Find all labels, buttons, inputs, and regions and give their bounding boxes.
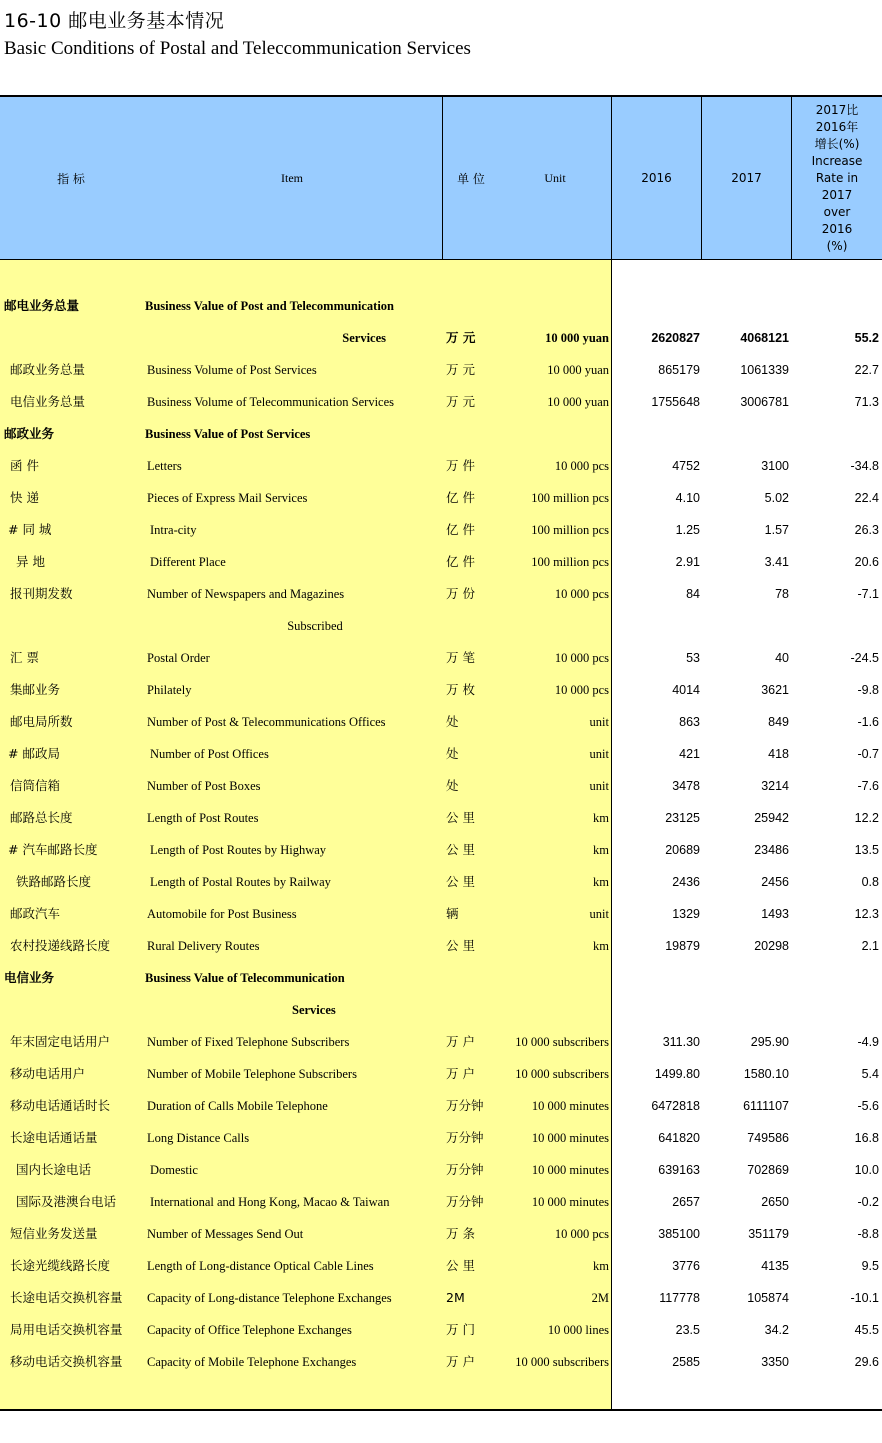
row-unit-zh: 公 里 — [446, 1258, 475, 1273]
row-unit-en: 10 000 yuan — [545, 331, 609, 345]
row-unit-en: 10 000 subscribers — [515, 1067, 609, 1081]
page-title-zh: 16-10 邮电业务基本情况 — [4, 10, 225, 32]
row-item-en: Automobile for Post Business — [147, 907, 297, 921]
row-item-en: Services — [292, 1003, 336, 1017]
row-growth-rate: -8.8 — [857, 1227, 879, 1241]
row-value-2017: 295.90 — [750, 1035, 789, 1049]
row-value-2016: 1329 — [672, 907, 700, 921]
row-unit-en: 10 000 pcs — [554, 587, 609, 601]
row-growth-rate: -7.6 — [857, 779, 879, 793]
row-value-2017: 3214 — [761, 779, 789, 793]
row-item-en: Business Volume of Post Services — [147, 363, 317, 377]
row-unit-en: 2M — [591, 1291, 609, 1305]
row-unit-en: 10 000 minutes — [531, 1131, 609, 1145]
row-value-2017: 849 — [768, 715, 789, 729]
row-value-2016: 4014 — [672, 683, 700, 697]
row-unit-zh: 处 — [446, 714, 459, 729]
row-item-en: Length of Post Routes by Highway — [150, 843, 327, 857]
row-indicator-zh: 汇 票 — [10, 650, 39, 665]
table-row — [0, 1026, 882, 1058]
row-item-en: Business Value of Post Services — [145, 427, 311, 441]
row-value-2017: 23486 — [754, 843, 789, 857]
header-2016: 2016 — [641, 171, 672, 185]
row-value-2016: 53 — [686, 651, 700, 665]
row-unit-en: 10 000 pcs — [554, 651, 609, 665]
row-indicator-zh: 报刊期发数 — [10, 586, 73, 601]
row-item-en: Length of Post Routes — [147, 811, 259, 825]
table-row — [0, 962, 882, 994]
row-unit-zh: 万分钟 — [446, 1098, 484, 1113]
row-value-2017: 25942 — [754, 811, 789, 825]
header-growth — [792, 97, 882, 259]
row-growth-rate: 26.3 — [854, 523, 879, 537]
row-item-en: Capacity of Office Telephone Exchanges — [147, 1323, 352, 1337]
row-unit-en: unit — [589, 747, 609, 761]
row-unit-en: 10 000 pcs — [554, 683, 609, 697]
row-value-2017: 3621 — [761, 683, 789, 697]
row-growth-rate: -0.7 — [857, 747, 879, 761]
row-value-2017: 1493 — [761, 907, 789, 921]
row-value-2016: 2657 — [672, 1195, 700, 1209]
row-value-2017: 5.02 — [764, 491, 789, 505]
row-value-2016: 4.10 — [675, 491, 700, 505]
table-row — [0, 610, 882, 642]
row-indicator-zh: 国内长途电话 — [16, 1162, 92, 1177]
row-value-2016: 863 — [679, 715, 700, 729]
table-row — [0, 450, 882, 482]
row-unit-zh: 万 门 — [446, 1322, 475, 1337]
row-value-2016: 385100 — [658, 1227, 700, 1241]
row-unit-en: unit — [589, 715, 609, 729]
row-growth-rate: -34.8 — [850, 459, 879, 473]
row-item-en: Capacity of Long-distance Telephone Exchanges — [147, 1291, 392, 1305]
row-unit-en: 100 million pcs — [531, 555, 609, 569]
row-growth-rate: 12.2 — [854, 811, 879, 825]
row-item-en: Number of Messages Send Out — [147, 1227, 304, 1241]
header-growth-line: 增长(%) — [814, 136, 860, 151]
row-value-2016: 2620827 — [651, 331, 700, 345]
row-growth-rate: -7.1 — [857, 587, 879, 601]
row-unit-en: 10 000 pcs — [554, 459, 609, 473]
row-item-en: Number of Post Boxes — [147, 779, 261, 793]
row-indicator-zh: 邮政业务总量 — [10, 362, 86, 377]
row-item-en: Pieces of Express Mail Services — [147, 491, 308, 505]
row-unit-zh: 万 份 — [446, 586, 475, 601]
header-2017: 2017 — [731, 171, 762, 185]
row-value-2017: 6111107 — [743, 1099, 789, 1113]
row-growth-rate: 55.2 — [854, 331, 879, 345]
row-unit-zh: 公 里 — [446, 938, 475, 953]
row-unit-en: 10 000 pcs — [554, 1227, 609, 1241]
row-unit-zh: 辆 — [446, 906, 459, 921]
row-indicator-zh: 短信业务发送量 — [10, 1226, 98, 1241]
row-value-2016: 23125 — [665, 811, 700, 825]
row-growth-rate: -4.9 — [857, 1035, 879, 1049]
row-indicator-zh: 铁路邮路长度 — [16, 874, 92, 889]
row-value-2017: 105874 — [747, 1291, 789, 1305]
row-item-en: International and Hong Kong, Macao & Taiwan — [150, 1195, 390, 1209]
table-row — [0, 418, 882, 450]
table-row — [0, 930, 882, 962]
row-unit-zh: 处 — [446, 778, 459, 793]
table-row — [0, 1218, 882, 1250]
row-item-en: Business Value of Telecommunication — [145, 971, 345, 985]
row-value-2016: 19879 — [665, 939, 700, 953]
row-indicator-zh: 国际及港澳台电话 — [16, 1194, 117, 1209]
row-item-en: Business Value of Post and Telecommunication — [145, 299, 395, 313]
row-indicator-zh: # 邮政局 — [8, 746, 60, 761]
table-row — [0, 1058, 882, 1090]
row-unit-en: 10 000 lines — [547, 1323, 609, 1337]
row-unit-zh: 公 里 — [446, 842, 475, 857]
table-row — [0, 1154, 882, 1186]
row-item-en: Postal Order — [147, 651, 210, 665]
row-growth-rate: -1.6 — [857, 715, 879, 729]
row-value-2017: 2650 — [761, 1195, 789, 1209]
row-item-en: Services — [342, 331, 386, 345]
row-unit-en: 10 000 yuan — [547, 395, 609, 409]
row-value-2017: 34.2 — [764, 1323, 789, 1337]
row-item-en: Number of Post & Telecommunications Offices — [147, 715, 386, 729]
row-indicator-zh: 长途光缆线路长度 — [10, 1258, 111, 1273]
row-indicator-zh: 邮路总长度 — [10, 810, 73, 825]
table-row — [0, 578, 882, 610]
row-indicator-zh: 邮电局所数 — [10, 714, 73, 729]
row-value-2017: 418 — [768, 747, 789, 761]
row-value-2016: 23.5 — [675, 1323, 700, 1337]
row-item-en: Number of Mobile Telephone Subscribers — [147, 1067, 357, 1081]
row-growth-rate: -5.6 — [857, 1099, 879, 1113]
table-row — [0, 1090, 882, 1122]
row-unit-zh: 亿 件 — [446, 554, 475, 569]
row-unit-zh: 公 里 — [446, 810, 475, 825]
row-indicator-zh: 异 地 — [16, 554, 45, 569]
row-unit-zh: 万 件 — [446, 458, 475, 473]
row-indicator-zh: 集邮业务 — [10, 682, 61, 697]
row-item-en: Business Volume of Telecommunication Services — [147, 395, 395, 409]
row-value-2016: 311.30 — [662, 1035, 700, 1049]
row-item-en: Length of Long-distance Optical Cable Lines — [147, 1259, 374, 1273]
row-item-en: Length of Postal Routes by Railway — [150, 875, 331, 889]
row-growth-rate: 20.6 — [854, 555, 879, 569]
row-unit-en: 10 000 subscribers — [515, 1355, 609, 1369]
row-item-en: Number of Post Offices — [150, 747, 269, 761]
row-value-2016: 2585 — [672, 1355, 700, 1369]
table-row — [0, 834, 882, 866]
row-growth-rate: 22.4 — [854, 491, 879, 505]
header-growth-line: 2016 — [821, 221, 853, 236]
row-indicator-zh: 移动电话通话时长 — [10, 1098, 111, 1113]
row-growth-rate: -10.1 — [850, 1291, 879, 1305]
table-bottom-rule — [0, 1409, 882, 1411]
row-item-en: Domestic — [150, 1163, 198, 1177]
table-row — [0, 770, 882, 802]
row-indicator-zh: 农村投递线路长度 — [10, 938, 111, 953]
table-row — [0, 994, 882, 1026]
row-indicator-zh: 电信业务总量 — [10, 394, 86, 409]
row-indicator-zh: 函 件 — [10, 458, 39, 473]
row-growth-rate: 5.4 — [861, 1067, 879, 1081]
row-value-2016: 2.91 — [675, 555, 700, 569]
table-row — [0, 866, 882, 898]
header-unit-zh: 单 位 — [457, 171, 485, 186]
table-row — [0, 642, 882, 674]
row-unit-zh: 万 户 — [446, 1066, 475, 1081]
header-growth-line: (%) — [826, 238, 848, 253]
row-unit-zh: 亿 件 — [446, 522, 475, 537]
row-value-2017: 1.57 — [764, 523, 789, 537]
table-row — [0, 898, 882, 930]
row-item-en: Number of Newspapers and Magazines — [147, 587, 345, 601]
row-indicator-zh: # 汽车邮路长度 — [8, 842, 98, 857]
header-growth-line: 2017比 — [815, 102, 859, 117]
header-unit-en: Unit — [544, 170, 566, 185]
row-unit-zh: 公 里 — [446, 874, 475, 889]
header-growth-line: Increase — [811, 153, 863, 168]
row-indicator-zh: # 同 城 — [8, 522, 52, 537]
row-value-2017: 3.41 — [764, 555, 789, 569]
row-indicator-zh: 局用电话交换机容量 — [10, 1322, 123, 1337]
header-growth-line: Rate in — [815, 170, 859, 185]
row-item-en: Capacity of Mobile Telephone Exchanges — [147, 1355, 357, 1369]
row-growth-rate: 16.8 — [854, 1131, 879, 1145]
row-growth-rate: -0.2 — [857, 1195, 879, 1209]
table-row — [0, 514, 882, 546]
row-item-en: Rural Delivery Routes — [147, 939, 260, 953]
row-value-2016: 421 — [679, 747, 700, 761]
row-unit-en: 100 million pcs — [531, 523, 609, 537]
row-value-2016: 6472818 — [651, 1099, 700, 1113]
row-growth-rate: 22.7 — [854, 363, 879, 377]
row-growth-rate: 45.5 — [854, 1323, 879, 1337]
page-title-en: Basic Conditions of Postal and Teleccommunication Services — [4, 38, 471, 59]
row-unit-zh: 2M — [446, 1290, 465, 1305]
row-indicator-zh: 电信业务 — [4, 970, 55, 985]
row-growth-rate: 0.8 — [861, 875, 879, 889]
row-unit-zh: 万分钟 — [446, 1130, 484, 1145]
row-value-2017: 1061339 — [740, 363, 789, 377]
row-growth-rate: 13.5 — [854, 843, 879, 857]
header-growth-line: 2017 — [821, 187, 853, 202]
row-unit-en: km — [593, 843, 609, 857]
row-indicator-zh: 信筒信箱 — [10, 778, 61, 793]
table-row — [0, 546, 882, 578]
table-row — [0, 674, 882, 706]
row-item-en: Philately — [147, 683, 192, 697]
row-unit-zh: 亿 件 — [446, 490, 475, 505]
row-value-2017: 4068121 — [740, 331, 789, 345]
table-row — [0, 1122, 882, 1154]
row-unit-en: km — [593, 1259, 609, 1273]
row-value-2017: 1580.10 — [743, 1067, 789, 1081]
row-value-2017: 4135 — [761, 1259, 789, 1273]
row-unit-en: 100 million pcs — [531, 491, 609, 505]
row-unit-zh: 万 元 — [446, 362, 475, 377]
row-value-2017: 78 — [775, 587, 789, 601]
row-indicator-zh: 邮电业务总量 — [4, 298, 80, 313]
header-item-en: Item — [281, 170, 303, 185]
row-value-2017: 351179 — [748, 1227, 789, 1241]
table-header — [0, 97, 882, 260]
row-unit-zh: 万 元 — [446, 394, 475, 409]
header-growth-line: 2016年 — [815, 119, 859, 134]
row-growth-rate: 12.3 — [854, 907, 879, 921]
row-value-2016: 865179 — [658, 363, 700, 377]
row-growth-rate: 71.3 — [854, 395, 879, 409]
row-indicator-zh: 快 递 — [10, 490, 39, 505]
row-value-2017: 2456 — [761, 875, 789, 889]
row-growth-rate: -9.8 — [857, 683, 879, 697]
row-item-en: Number of Fixed Telephone Subscribers — [147, 1035, 350, 1049]
row-indicator-zh: 长途电话交换机容量 — [10, 1290, 123, 1305]
row-item-en: Duration of Calls Mobile Telephone — [147, 1099, 328, 1113]
row-value-2016: 117778 — [659, 1291, 700, 1305]
row-unit-zh: 万 元 — [446, 330, 476, 345]
row-unit-zh: 万 条 — [446, 1226, 475, 1241]
row-value-2017: 3100 — [761, 459, 789, 473]
row-growth-rate: 10.0 — [854, 1163, 879, 1177]
header-indicator-zh: 指 标 — [57, 171, 85, 186]
row-indicator-zh: 年末固定电话用户 — [10, 1034, 111, 1049]
row-unit-en: 10 000 yuan — [547, 363, 609, 377]
table-row — [0, 482, 882, 514]
row-unit-en: 10 000 minutes — [531, 1099, 609, 1113]
row-indicator-zh: 邮政业务 — [4, 426, 55, 441]
row-indicator-zh: 移动电话用户 — [10, 1066, 86, 1081]
row-value-2016: 639163 — [658, 1163, 700, 1177]
row-unit-zh: 处 — [446, 746, 459, 761]
table-row — [0, 354, 882, 386]
row-value-2017: 702869 — [747, 1163, 789, 1177]
row-growth-rate: 2.1 — [861, 939, 879, 953]
row-item-en: Different Place — [150, 555, 226, 569]
header-growth-line: over — [823, 204, 851, 219]
row-value-2016: 2436 — [672, 875, 700, 889]
row-unit-en: 10 000 minutes — [531, 1163, 609, 1177]
table-row — [0, 322, 882, 354]
row-item-en: Long Distance Calls — [147, 1131, 250, 1145]
row-item-en: Intra-city — [150, 523, 197, 537]
row-value-2016: 1755648 — [651, 395, 700, 409]
row-unit-zh: 万 笔 — [446, 650, 475, 665]
row-item-en: Letters — [147, 459, 182, 473]
row-value-2016: 3478 — [672, 779, 700, 793]
row-unit-en: 10 000 minutes — [531, 1195, 609, 1209]
row-value-2016: 4752 — [672, 459, 700, 473]
row-value-2017: 20298 — [754, 939, 789, 953]
table-row — [0, 1282, 882, 1314]
row-indicator-zh: 邮政汽车 — [10, 906, 61, 921]
row-unit-en: unit — [589, 907, 609, 921]
row-unit-zh: 万 户 — [446, 1034, 475, 1049]
row-value-2017: 3006781 — [740, 395, 789, 409]
row-value-2017: 749586 — [747, 1131, 789, 1145]
table-row — [0, 1250, 882, 1282]
row-unit-en: km — [593, 811, 609, 825]
row-value-2017: 3350 — [761, 1355, 789, 1369]
row-unit-zh: 万 户 — [446, 1354, 475, 1369]
row-item-en: Subscribed — [287, 619, 343, 633]
row-value-2016: 1.25 — [675, 523, 700, 537]
row-value-2016: 3776 — [672, 1259, 700, 1273]
table-row — [0, 738, 882, 770]
row-unit-zh: 万分钟 — [446, 1194, 484, 1209]
row-unit-zh: 万 枚 — [446, 682, 475, 697]
table-row — [0, 386, 882, 418]
table-row — [0, 802, 882, 834]
table-row — [0, 1346, 882, 1378]
row-growth-rate: -24.5 — [850, 651, 879, 665]
row-indicator-zh: 长途电话通话量 — [10, 1130, 98, 1145]
row-unit-en: 10 000 subscribers — [515, 1035, 609, 1049]
row-value-2016: 20689 — [665, 843, 700, 857]
row-value-2016: 641820 — [658, 1131, 700, 1145]
table-row — [0, 1314, 882, 1346]
row-growth-rate: 9.5 — [861, 1259, 879, 1273]
row-value-2016: 1499.80 — [654, 1067, 700, 1081]
row-growth-rate: 29.6 — [854, 1355, 879, 1369]
table-row — [0, 1186, 882, 1218]
row-unit-en: km — [593, 875, 609, 889]
row-indicator-zh: 移动电话交换机容量 — [10, 1354, 123, 1369]
row-value-2016: 84 — [686, 587, 700, 601]
table-row — [0, 706, 882, 738]
row-unit-en: km — [593, 939, 609, 953]
row-unit-zh: 万分钟 — [446, 1162, 484, 1177]
row-unit-en: unit — [589, 779, 609, 793]
table-row — [0, 290, 882, 322]
row-value-2017: 40 — [775, 651, 789, 665]
